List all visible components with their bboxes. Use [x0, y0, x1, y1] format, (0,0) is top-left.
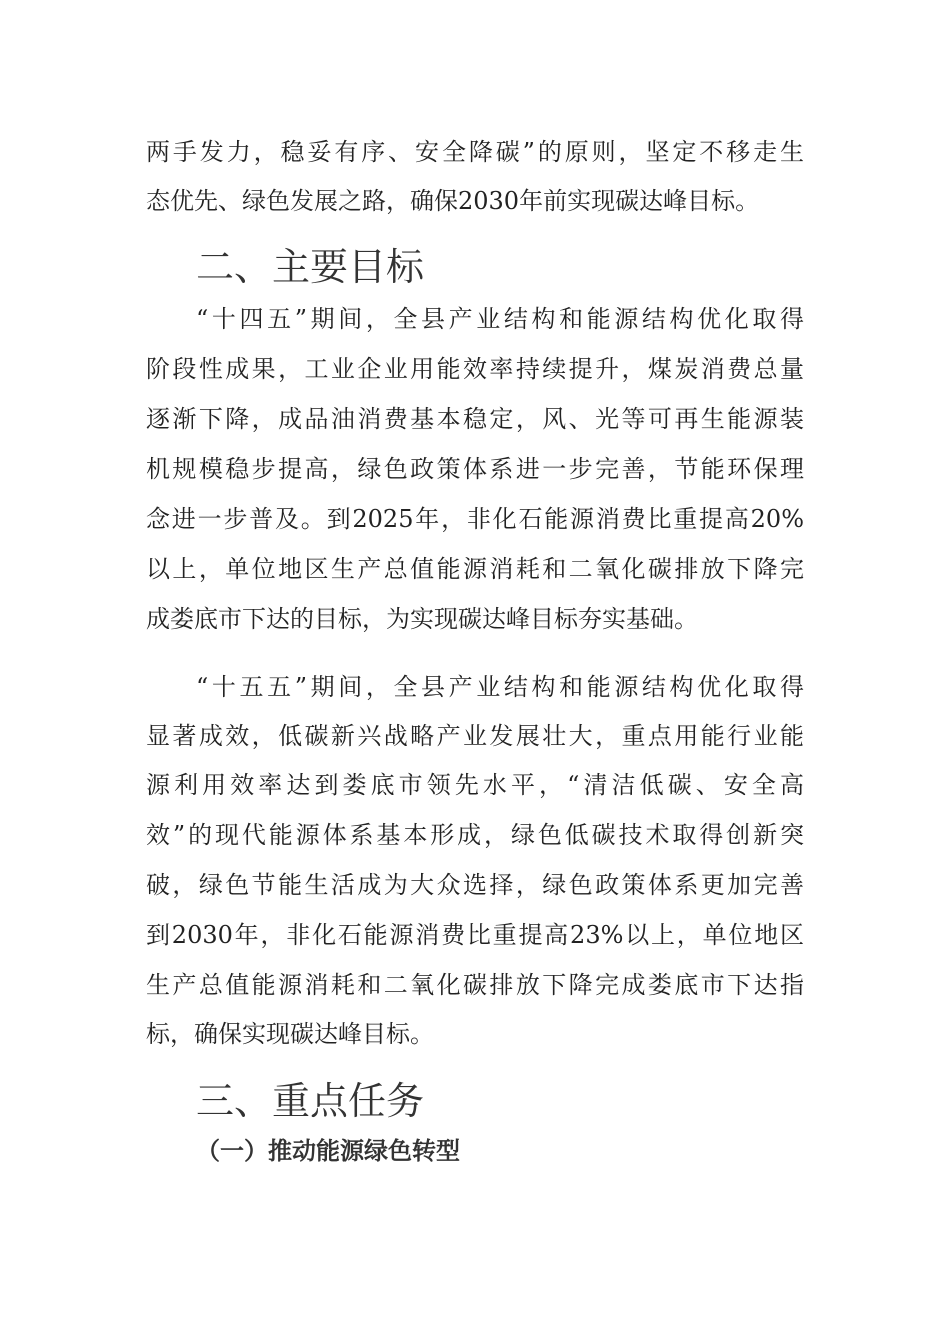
goals-para1-line-7: 成娄底市下达的目标，为实现碳达峰目标夯实基础。: [146, 605, 698, 633]
goals-para2-line-6: 到2030年，非化石能源消费比重提高23%以上，单位地区: [146, 921, 804, 949]
goals-para2-line-1: “十五五”期间，全县产业结构和能源结构优化取得: [196, 673, 804, 701]
goals-para1-line-5: 念进一步普及。到2025年，非化石能源消费比重提高20%: [146, 505, 804, 533]
goals-para2-line-5: 破，绿色节能生活成为大众选择，绿色政策体系更加完善: [146, 871, 804, 899]
goals-para2-line-8: 标，确保实现碳达峰目标。: [146, 1020, 434, 1048]
goals-para2-line-7: 生产总值能源消耗和二氧化碳排放下降完成娄底市下达指: [146, 971, 804, 999]
goals-para1-line-1: “十四五”期间，全县产业结构和能源结构优化取得: [196, 305, 804, 333]
intro-line-2: 态优先、绿色发展之路，确保2030年前实现碳达峰目标。: [146, 187, 760, 215]
section-heading-key-tasks: 三、重点任务: [196, 1079, 425, 1123]
goals-para2-line-3: 源利用效率达到娄底市领先水平，“清洁低碳、安全高: [146, 771, 804, 799]
subsection-heading-energy-transition: （一）推动能源绿色转型: [196, 1136, 460, 1165]
goals-para1-line-6: 以上，单位地区生产总值能源消耗和二氧化碳排放下降完: [146, 555, 804, 583]
goals-para1-line-4: 机规模稳步提高，绿色政策体系进一步完善，节能环保理: [146, 455, 804, 483]
goals-para2-line-4: 效”的现代能源体系基本形成，绿色低碳技术取得创新突: [146, 821, 804, 849]
intro-line-1: 两手发力，稳妥有序、安全降碳”的原则，坚定不移走生: [146, 138, 804, 166]
goals-para1-line-2: 阶段性成果，工业企业用能效率持续提升，煤炭消费总量: [146, 355, 804, 383]
section-heading-main-goals: 二、主要目标: [196, 245, 425, 289]
goals-para1-line-3: 逐渐下降，成品油消费基本稳定，风、光等可再生能源装: [146, 405, 804, 433]
goals-para2-line-2: 显著成效，低碳新兴战略产业发展壮大，重点用能行业能: [146, 722, 804, 750]
